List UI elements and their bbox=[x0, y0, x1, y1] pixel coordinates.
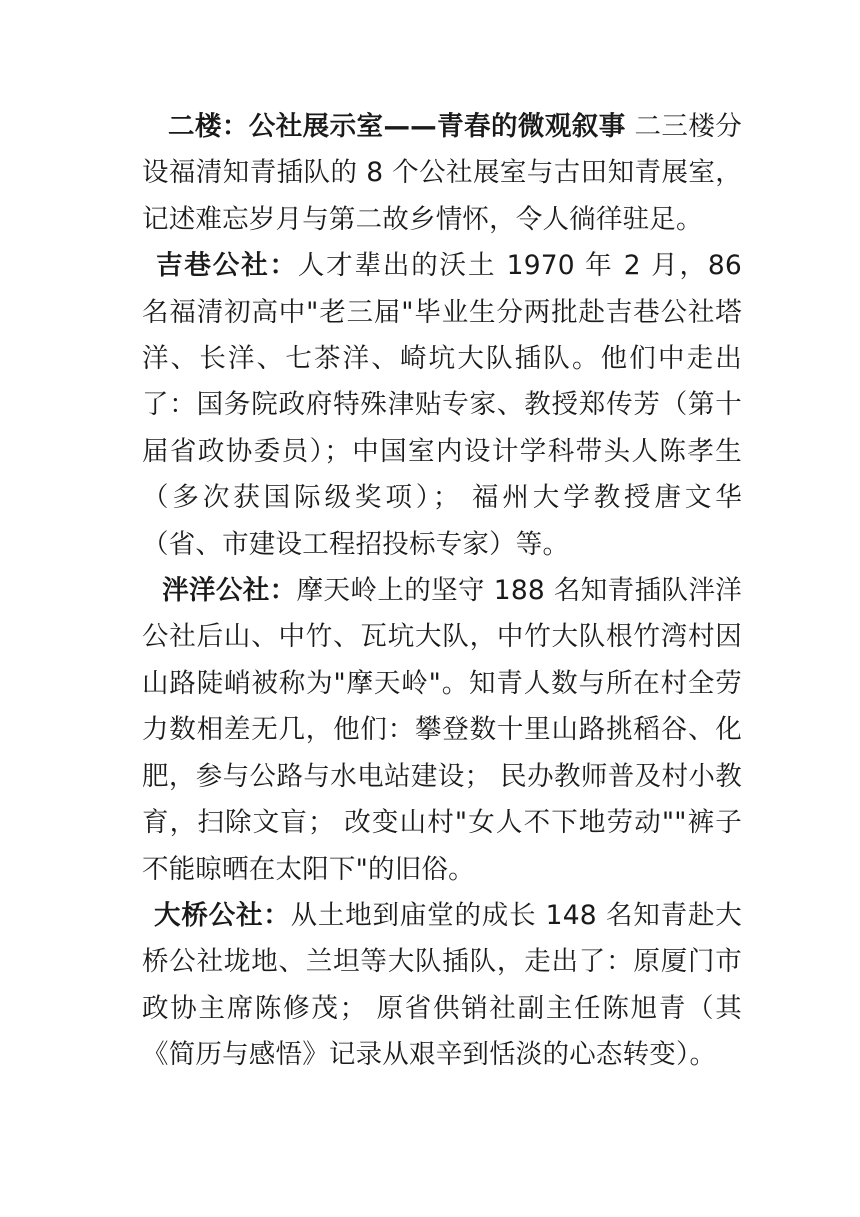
paragraph-second-floor bbox=[142, 104, 742, 243]
paragraph-body: 从土地到庙堂的成长 148 名知青赴大桥公社垅地、兰坦等大队插队，走出了：原厦门市政协主席陈修茂； 原省供销社副主任陈旭青（其《简历与感悟》记录从艰辛到恬淡的心态转变）。 bbox=[142, 899, 743, 1071]
paragraph-panyang-commune bbox=[142, 568, 742, 893]
paragraph-heading: 吉巷公社： bbox=[156, 250, 298, 282]
paragraph-heading: 二楼：公社展示室——青春的微观叙事 bbox=[168, 111, 626, 142]
document-page bbox=[142, 104, 742, 1079]
paragraph-body: 二三楼分设福清知青插队的 8 个公社展室与古田知青展室，记述难忘岁月与第二故乡情怀，令人徜徉驻足。 bbox=[142, 111, 742, 235]
paragraph-jixiang-commune bbox=[142, 243, 742, 568]
paragraph-daqiao-commune bbox=[142, 893, 742, 1079]
paragraph-body: 摩天岭上的坚守 188 名知青插队泮洋公社后山、中竹、瓦坑大队，中竹大队根竹湾村因山路陡峭被称为"摩天岭"。知青人数与所在村全劳力数相差无几，他们：攀登数十里山路挑稻谷、化肥，参与公路与水电站建设； 民办教师普及村小教育，扫除文盲； 改变山村"女人不下地劳动""裤子不能晾晒在太阳下"的旧俗。 bbox=[142, 575, 743, 885]
paragraph-body: 人才辈出的沃土 1970 年 2 月，86 名福清初高中"老三届"毕业生分两批赴吉巷公社塔洋、长洋、七茶洋、崎坑大队插队。他们中走出了：国务院政府特殊津贴专家、教授郑传芳（第十届省政协委员）；中国室内设计学科带头人陈孝生（多次获国际级奖项）； 福州大学教授唐文华（省、市建设工程招投标专家）等。 bbox=[142, 250, 742, 560]
paragraph-heading: 大桥公社： bbox=[154, 899, 291, 931]
paragraph-heading: 泮洋公社： bbox=[162, 575, 297, 607]
